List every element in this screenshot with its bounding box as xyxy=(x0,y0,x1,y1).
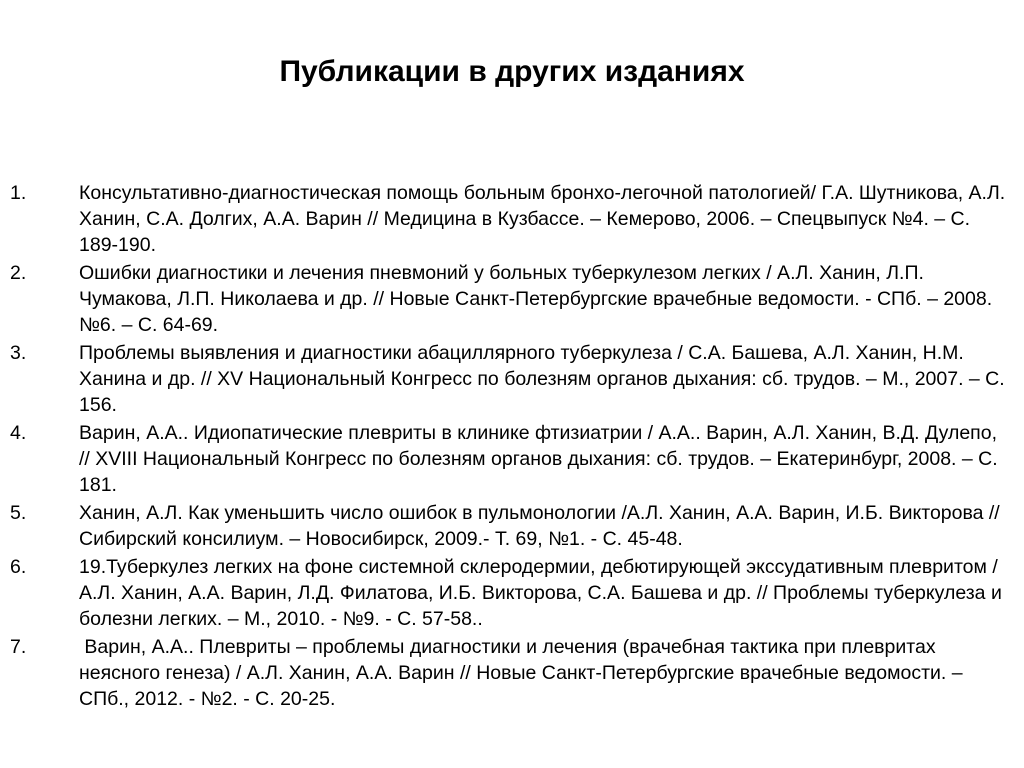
list-item xyxy=(10,634,1010,712)
list-item xyxy=(10,180,1010,258)
list-item xyxy=(10,340,1010,418)
list-item-text: Ханин, А.Л. Как уменьшить число ошибок в пульмонологии /А.Л. Ханин, А.А. Варин, И.Б. Викторова // Сибирский консилиум. – Новосибирск, 2009.- Т. 69, №1. - С. 45-48. xyxy=(79,502,1006,550)
list-item xyxy=(10,420,1010,498)
list-item-number: 6. xyxy=(10,556,27,578)
list-item-number: 5. xyxy=(10,502,27,524)
list-item-text: Ошибки диагностики и лечения пневмоний у больных туберкулезом легких / А.Л. Ханин, Л.П. Чумакова, Л.П. Николаева и др. // Новые Санкт-Петербургские врачебные ведомости. - СПб. – 2008. №6. – С. 64-69. xyxy=(79,262,998,336)
publication-list xyxy=(10,180,1010,714)
list-item-number: 7. xyxy=(10,636,27,658)
list-item-text: 19.Туберкулез легких на фоне системной склеродермии, дебютирующей экссудативным плевритом / А.Л. Ханин, А.А. Варин, Л.Д. Филатова, И.Б. Викторова, С.А. Башева и др. // Проблемы туберкулеза и болезни легких. – М., 2010. - №9. - С. 57-58.. xyxy=(79,556,1008,630)
list-item-text: Варин, А.А.. Идиопатические плевриты в клинике фтизиатрии / А.А.. Варин, А.Л. Ханин, В.Д. Дулепо, // XVIII Национальный Конгресс по болезням органов дыхания: сб. трудов. – Екатеринбург, 2008. – С. 181. xyxy=(79,422,1004,496)
page-title: Публикации в других изданиях xyxy=(279,55,745,88)
list-item-number: 1. xyxy=(10,182,27,204)
list-item-text: Консультативно-диагностическая помощь больным бронхо-легочной патологией/ Г.А. Шутникова, А.Л. Ханин, С.А. Долгих, А.А. Варин // Медицина в Кузбассе. – Кемерово, 2006. – Спецвыпуск №4. – С. 189-190. xyxy=(79,182,1011,256)
list-item-number: 3. xyxy=(10,342,27,364)
list-item-text: Проблемы выявления и диагностики абациллярного туберкулеза / С.А. Башева, А.Л. Ханин, Н.М. Ханина и др. // XV Национальный Конгресс по болезням органов дыхания: сб. трудов. – М., 2007. – С. 156. xyxy=(79,342,1011,416)
list-item xyxy=(10,500,1010,552)
list-item xyxy=(10,554,1010,632)
list-item-number: 4. xyxy=(10,422,27,444)
list-item xyxy=(10,260,1010,338)
list-item-number: 2. xyxy=(10,262,27,284)
list-item-text: Варин, А.А.. Плевриты – проблемы диагностики и лечения (врачебная тактика при плевритах неясного генеза) / А.Л. Ханин, А.А. Варин // Новые Санкт-Петербургские врачебные ведомости. – СПб., 2012. - №2. - С. 20-25. xyxy=(79,636,969,710)
